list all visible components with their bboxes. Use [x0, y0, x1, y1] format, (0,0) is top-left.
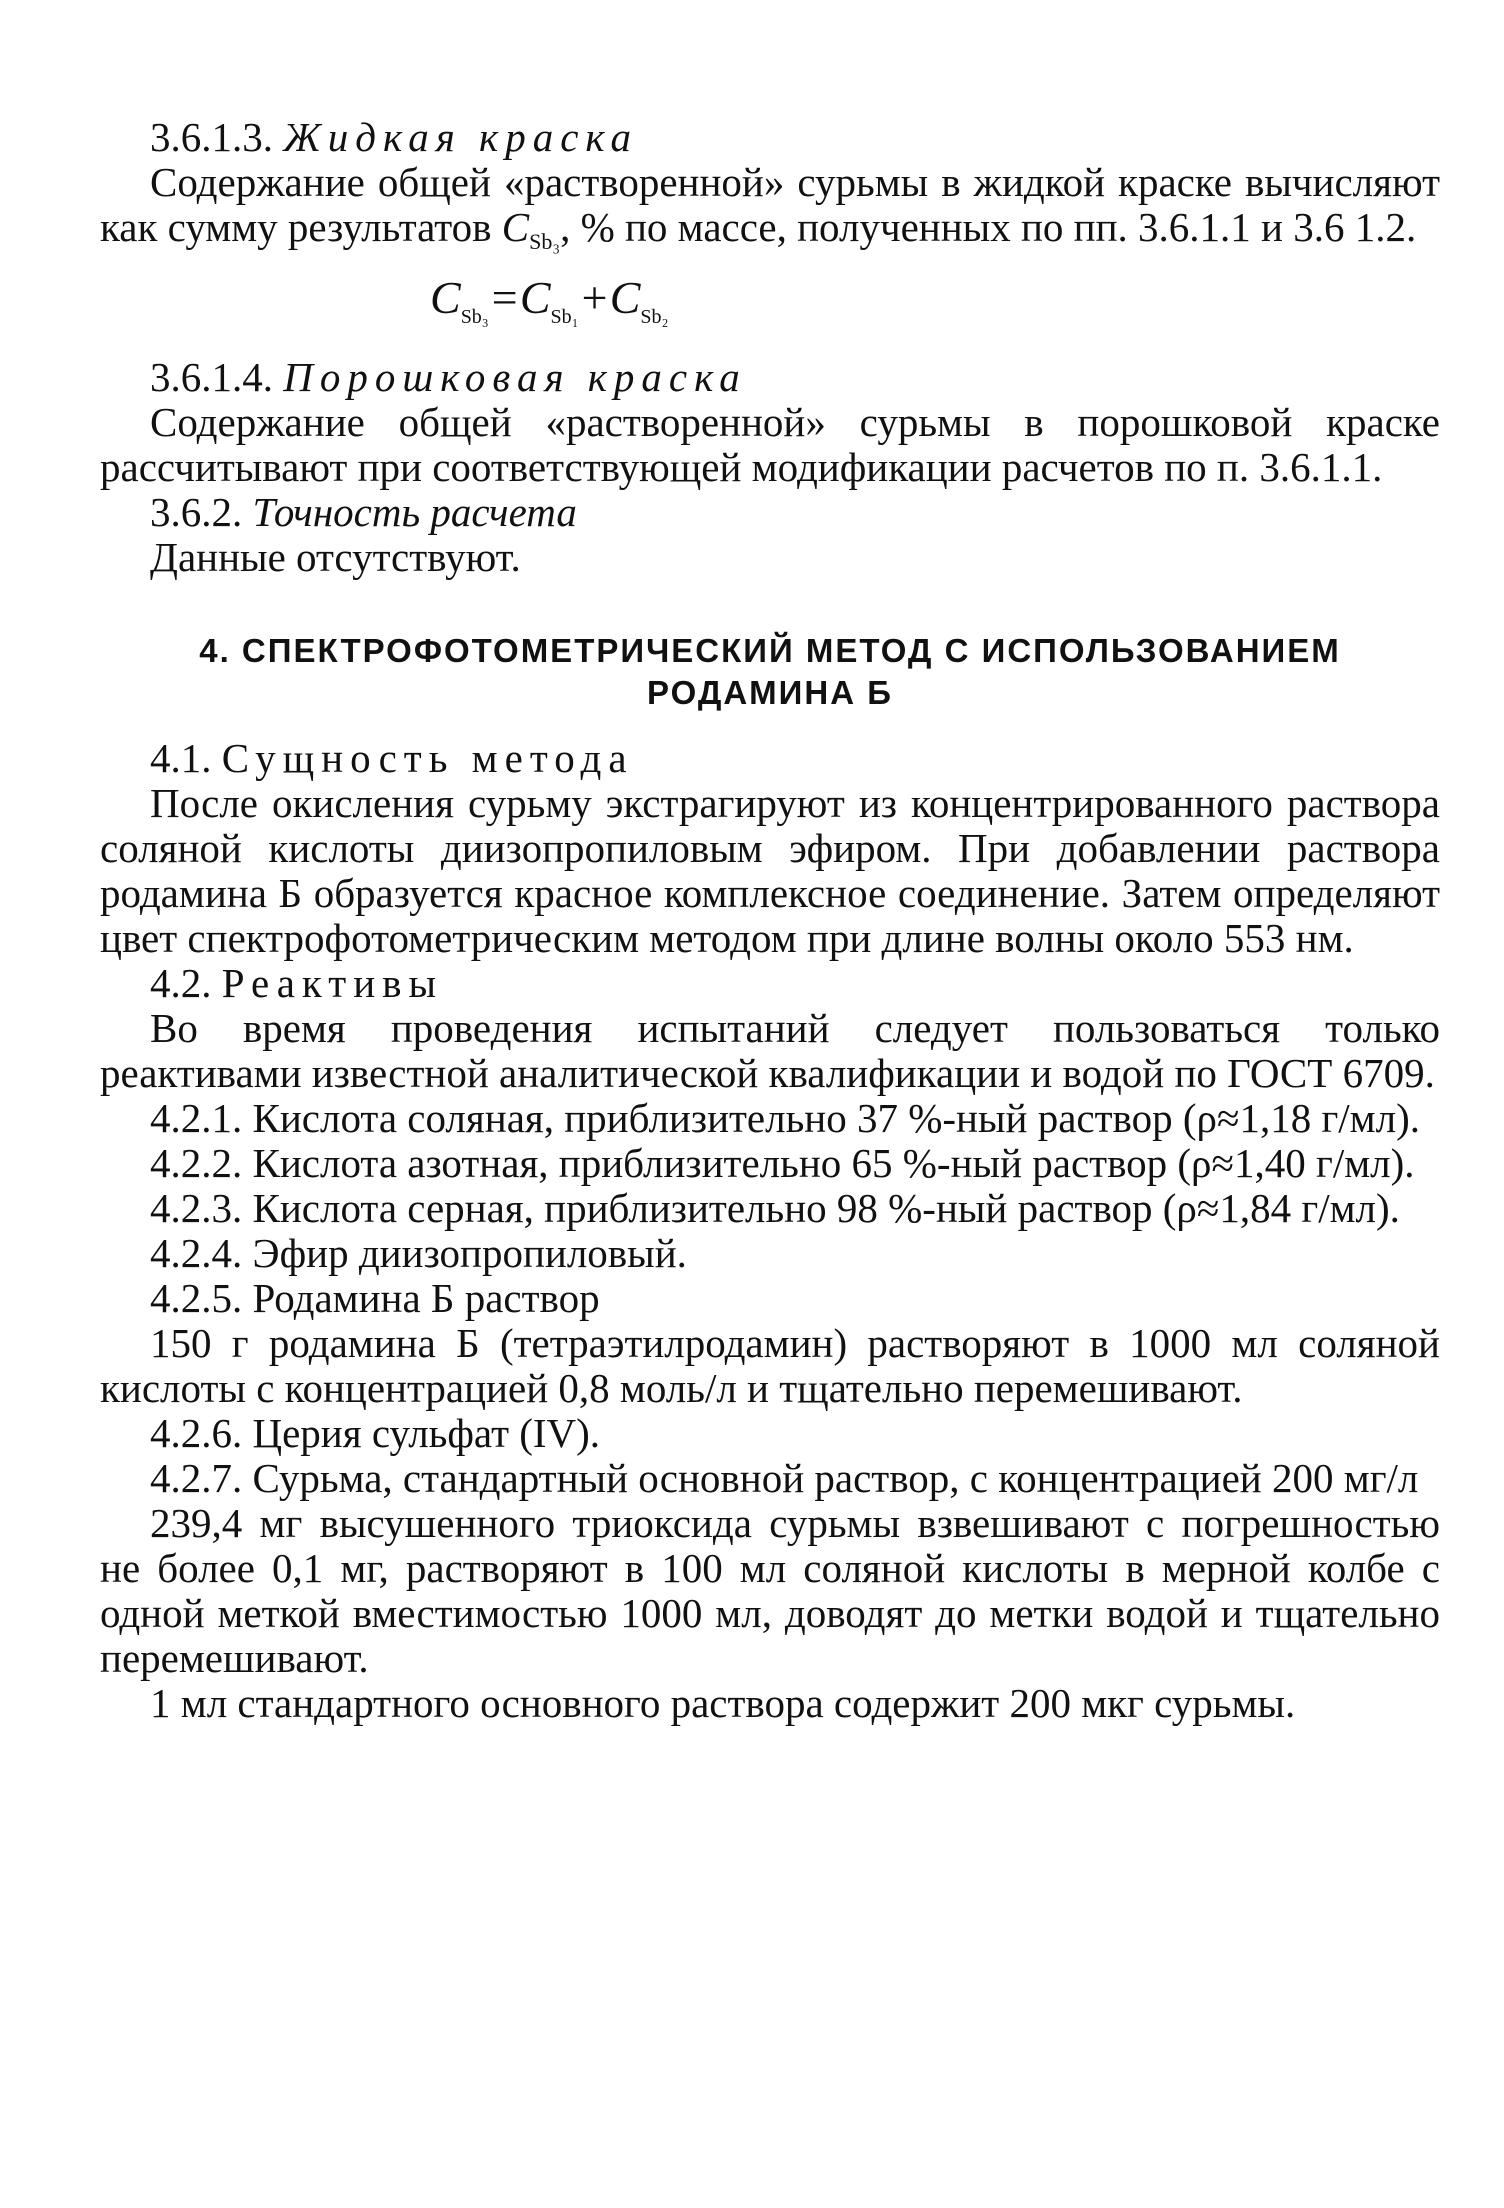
heading-4-1: [100, 736, 1440, 781]
item-4-2-5-text: 150 г родамина Б (тетраэтилродамин) растворяют в 1000 мл соляной кислоты с концентрацией 0,8 моль/л и тщательно перемешивают.: [100, 1320, 1440, 1411]
section-number: 3.6.1.4.: [150, 354, 273, 400]
section-title-line-1: 4. СПЕКТРОФОТОМЕТРИЧЕСКИЙ МЕТОД С ИСПОЛЬЗОВАНИЕМ: [199, 632, 1341, 669]
section-title: Порошковая краска: [283, 354, 747, 400]
item-4-2-1: 4.2.1. Кислота соляная, приблизительно 37 %-ный раствор (ρ≈1,18 г/мл).: [150, 1095, 1420, 1141]
section-title: Жидкая краска: [283, 114, 639, 160]
item-4-2-7-text-2: 1 мл стандартного основного раствора содержит 200 мкг сурьмы.: [150, 1680, 1296, 1726]
inline-symbol: $C_{Sb_3}$: [501, 204, 561, 254]
section-title: Реактивы: [221, 960, 444, 1006]
section-title: Точность расчета: [252, 489, 577, 535]
section-number: 4.1.: [150, 735, 212, 781]
paragraph-text: Содержание общей «растворенной» сурьмы в жидкой краске вычисляют как сумму результатов: [100, 159, 1440, 250]
paragraph-3-6-1-4: Содержание общей «растворенной» сурьмы в порошковой краске рассчитывают при соответствующей модификации расчетов по п. 3.6.1.1.: [100, 399, 1440, 490]
paragraph-text: , % по массе, полученных по пп. 3.6.1.1 и 3.6 1.2.: [560, 204, 1417, 250]
item-4-2-7-text-1: 239,4 мг высушенного триоксида сурьмы взвешивают с погрешностью не более 0,1 мг, растворяют в 100 мл соляной кислоты в мерной колбе с одной меткой вместимостью 1000 мл, доводят до метки водой и тщательно перемешивают.: [100, 1500, 1440, 1681]
section-number: 3.6.2.: [150, 489, 243, 535]
section-4-title: [100, 630, 1440, 714]
section-number: 4.2.: [150, 960, 212, 1006]
paragraph-4-2: Во время проведения испытаний следует пользоваться только реактивами известной аналитической квалификации и водой по ГОСТ 6709.: [100, 1005, 1440, 1096]
paragraph-4-1: После окисления сурьму экстрагируют из концентрированного раствора соляной кислоты диизопропиловым эфиром. При добавлении раствора родамина Б образуется красное комплексное соединение. Затем определяют цвет спектрофотометрическим методом при длине волны около 553 нм.: [100, 780, 1440, 961]
paragraph-3-6-2: Данные отсутствуют.: [150, 534, 521, 580]
heading-3-6-2: [100, 490, 1440, 535]
section-title: Сущность метода: [221, 735, 634, 781]
section-title-line-2: РОДАМИНА Б: [647, 674, 893, 711]
heading-3-6-1-3: [100, 115, 1440, 160]
formula: $C_{Sb_3}=C_{Sb_1}+C_{Sb_2}$: [430, 272, 669, 328]
item-4-2-7: 4.2.7. Сурьма, стандартный основной раствор, с концентрацией 200 мг/л: [150, 1455, 1419, 1501]
document-page: [100, 115, 1440, 1726]
item-4-2-4: 4.2.4. Эфир диизопропиловый.: [150, 1230, 687, 1276]
item-4-2-5: 4.2.5. Родамина Б раствор: [150, 1275, 600, 1321]
item-4-2-2: 4.2.2. Кислота азотная, приблизительно 65 %-ный раствор (ρ≈1,40 г/мл).: [150, 1140, 1415, 1186]
section-number: 3.6.1.3.: [150, 114, 273, 160]
item-4-2-6: 4.2.6. Церия сульфат (IV).: [150, 1410, 601, 1456]
heading-4-2: [100, 961, 1440, 1006]
item-4-2-3: 4.2.3. Кислота серная, приблизительно 98 %-ный раствор (ρ≈1,84 г/мл).: [150, 1185, 1400, 1231]
heading-3-6-1-4: [100, 355, 1440, 400]
paragraph-3-6-1-3: [100, 160, 1440, 264]
